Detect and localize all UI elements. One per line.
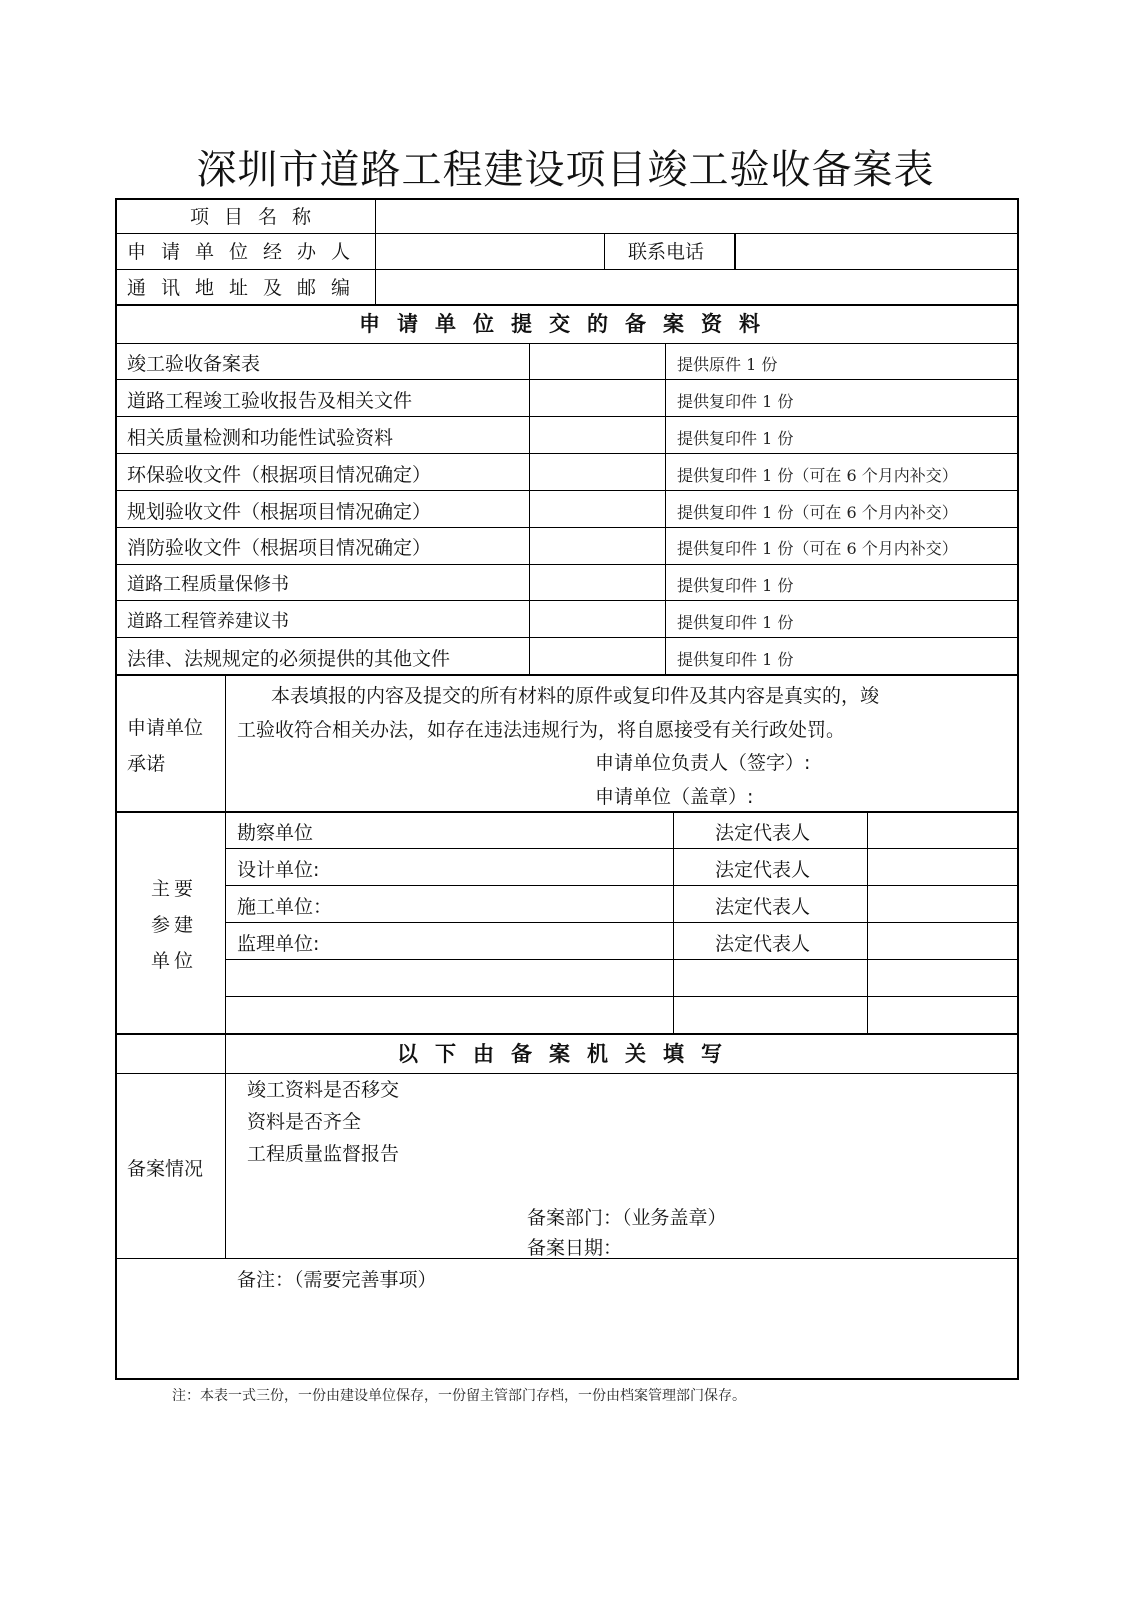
material-note: 提供复印件 1 份（可在 6 个月内补交） — [677, 539, 958, 558]
grid-line — [604, 233, 605, 269]
unit-name: 施工单位： — [237, 896, 333, 918]
signer-line: 申请单位负责人（签字）: — [595, 752, 811, 774]
material-item: 道路工程质量保修书 — [127, 574, 289, 595]
grid-line — [117, 674, 1019, 676]
grid-line — [117, 453, 1019, 454]
filing-form — [115, 198, 1019, 1380]
unit-name: 勘察单位 — [237, 822, 314, 844]
grid-line — [117, 490, 1019, 491]
material-item: 竣工验收备案表 — [127, 353, 261, 375]
phone-label: 联系电话 — [628, 241, 705, 263]
seal-line: 申请单位（盖章）: — [595, 786, 754, 808]
unit-name: 设计单位: — [237, 859, 320, 881]
commitment-text: 本表填报的内容及提交的所有材料的原件或复印件及其内容是真实的，竣 — [271, 685, 880, 707]
material-item: 环保验收文件（根据项目情况确定） — [127, 464, 432, 486]
grid-line — [117, 811, 1019, 813]
grid-line — [225, 885, 1019, 886]
legal-rep-label: 法定代表人 — [715, 859, 811, 881]
material-item: 法律、法规规定的必须提供的其他文件 — [127, 648, 451, 670]
grid-line — [117, 1033, 1019, 1035]
legal-rep-label: 法定代表人 — [715, 822, 811, 844]
filing-label: 备案情况 — [127, 1158, 204, 1180]
units-label: 主要 — [151, 878, 198, 900]
page-title: 深圳市道路工程建设项目竣工验收备案表 — [196, 147, 935, 193]
grid-line — [117, 527, 1019, 528]
material-item: 相关质量检测和功能性试验资料 — [127, 427, 394, 449]
material-note: 提供复印件 1 份 — [677, 392, 794, 411]
material-note: 提供复印件 1 份 — [677, 613, 794, 632]
filing-dept: 备案部门：（业务盖章） — [527, 1207, 727, 1229]
legal-rep-label: 法定代表人 — [715, 933, 811, 955]
materials-heading: 申请单位提交的备案资料 — [359, 312, 777, 336]
material-note: 提供复印件 1 份 — [677, 650, 794, 669]
address-label: 通讯地址及邮编 — [127, 277, 366, 299]
remark-label: 备注：（需要完善事项） — [237, 1269, 437, 1291]
handler-label: 申请单位经办人 — [127, 241, 366, 263]
commitment-label: 承诺 — [127, 753, 166, 775]
footnote: 注：本表一式三份，一份由建设单位保存，一份留主管部门存档，一份由档案管理部门保存。 — [172, 1388, 746, 1404]
grid-line — [117, 343, 1019, 344]
material-note: 提供原件 1 份 — [677, 355, 778, 374]
grid-line — [225, 922, 1019, 923]
legal-rep-label: 法定代表人 — [715, 896, 811, 918]
material-note: 提供复印件 1 份 — [677, 429, 794, 448]
grid-line — [375, 200, 376, 304]
grid-line — [117, 637, 1019, 638]
material-item: 道路工程竣工验收报告及相关文件 — [127, 390, 413, 412]
material-note: 提供复印件 1 份 — [677, 576, 794, 595]
filing-item: 工程质量监督报告 — [247, 1143, 400, 1165]
filing-heading: 以下由备案机关填写 — [397, 1042, 739, 1066]
grid-line — [529, 343, 530, 674]
grid-line — [225, 996, 1019, 997]
material-item: 消防验收文件（根据项目情况确定） — [127, 537, 432, 559]
material-note: 提供复印件 1 份（可在 6 个月内补交） — [677, 503, 958, 522]
grid-line — [117, 379, 1019, 380]
project-name-label: 项目名称 — [190, 206, 327, 228]
filing-item: 竣工资料是否移交 — [247, 1079, 400, 1101]
grid-line — [117, 564, 1019, 565]
filing-date: 备案日期： — [527, 1237, 623, 1259]
grid-line — [225, 848, 1019, 849]
filing-item: 资料是否齐全 — [247, 1111, 362, 1133]
grid-line — [225, 959, 1019, 960]
grid-line — [117, 304, 1019, 306]
grid-line — [117, 1073, 1019, 1074]
grid-line — [117, 416, 1019, 417]
material-note: 提供复印件 1 份（可在 6 个月内补交） — [677, 466, 958, 485]
material-item: 道路工程管养建议书 — [127, 611, 289, 632]
grid-line — [117, 269, 1019, 270]
grid-line — [225, 1073, 226, 1258]
material-item: 规划验收文件（根据项目情况确定） — [127, 501, 432, 523]
grid-line — [117, 233, 1019, 234]
grid-line — [734, 233, 736, 269]
commitment-label: 申请单位 — [127, 717, 204, 739]
unit-name: 监理单位: — [237, 933, 320, 955]
commitment-text: 工验收符合相关办法，如存在违法违规行为，将自愿接受有关行政处罚。 — [237, 719, 846, 741]
grid-line — [117, 600, 1019, 601]
units-label: 参建 — [151, 914, 198, 936]
units-label: 单位 — [151, 950, 198, 972]
grid-line — [665, 343, 666, 674]
